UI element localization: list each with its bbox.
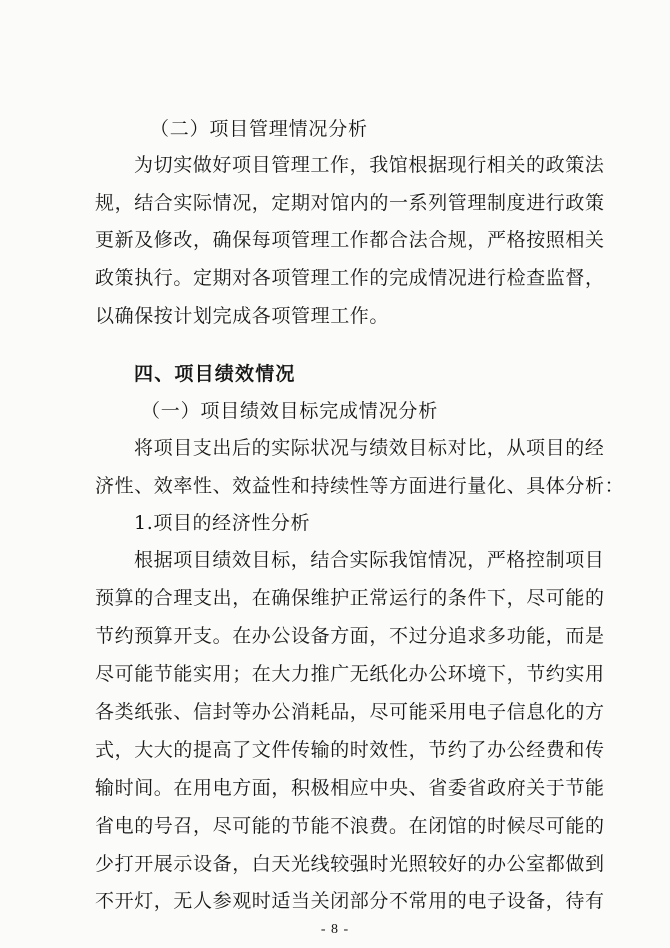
section-2-para-line-3: 更新及修改，确保每项管理工作都合法合规，严格按照相关 xyxy=(95,229,605,251)
item-1-para-line-4: 尽可能节能实用；在大力推广无纸化办公环境下，节约实用 xyxy=(95,663,605,685)
item-1-heading: 1.项目的经济性分析 xyxy=(134,512,311,534)
section-2-para-line-5: 以确保按计划完成各项管理工作。 xyxy=(95,305,390,327)
section-2-para-line-4: 政策执行。定期对各项管理工作的完成情况进行检查监督， xyxy=(95,267,605,289)
section-4-heading: 四、项目绩效情况 xyxy=(134,363,296,385)
item-1-para-line-7: 输时间。在用电方面，积极相应中央、省委省政府关于节能 xyxy=(95,777,605,799)
section-2-para-line-2: 规，结合实际情况，定期对馆内的一系列管理制度进行政策 xyxy=(95,192,605,214)
item-1-para-line-2: 预算的合理支出，在确保维护正常运行的条件下，尽可能的 xyxy=(95,587,605,609)
section-2-heading: （二）项目管理情况分析 xyxy=(150,118,368,140)
page-number: - 8 - xyxy=(320,922,350,937)
item-1-para-line-1: 根据项目绩效目标，结合实际我馆情况，严格控制项目 xyxy=(134,549,605,571)
section-4-1-para-line-1: 将项目支出后的实际状况与绩效目标对比，从项目的经 xyxy=(134,437,605,459)
item-1-para-line-6: 式，大大的提高了文件传输的时效性，节约了办公经费和传 xyxy=(95,739,605,761)
section-4-1-para-line-2: 济性、效率性、效益性和持续性等方面进行量化、具体分析： xyxy=(95,475,625,497)
section-4-1-heading: （一）项目绩效目标完成情况分析 xyxy=(141,400,439,422)
item-1-para-line-8: 省电的号召，尽可能的节能不浪费。在闭馆的时候尽可能的 xyxy=(95,815,605,837)
item-1-para-line-3: 节约预算开支。在办公设备方面，不过分追求多功能，而是 xyxy=(95,625,605,647)
section-2-para-line-1: 为切实做好项目管理工作，我馆根据现行相关的政策法 xyxy=(134,154,605,176)
item-1-para-line-9: 少打开展示设备，白天光线较强时光照较好的办公室都做到 xyxy=(95,853,605,875)
item-1-para-line-10: 不开灯，无人参观时适当关闭部分不常用的电子设备，待有 xyxy=(95,890,605,912)
item-1-para-line-5: 各类纸张、信封等办公消耗品，尽可能采用电子信息化的方 xyxy=(95,701,605,723)
